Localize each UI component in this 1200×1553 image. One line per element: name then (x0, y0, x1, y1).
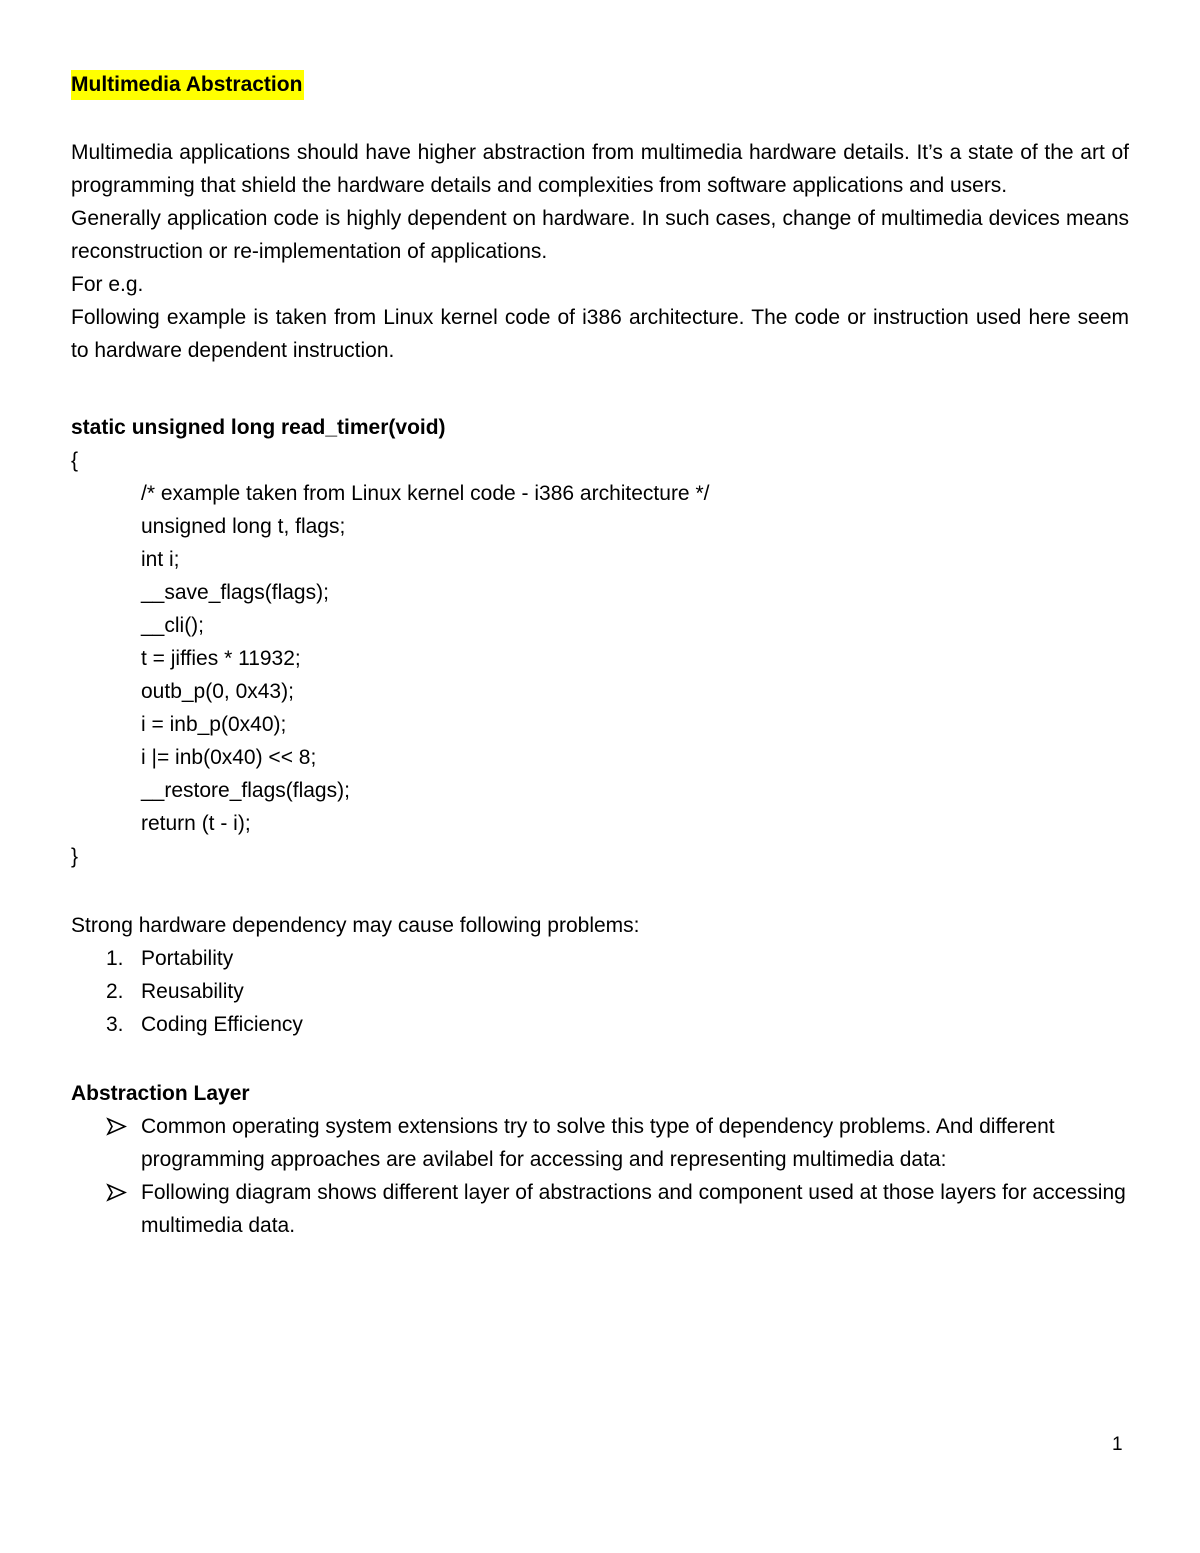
code-line: /* example taken from Linux kernel code - i386 architecture */ (141, 482, 710, 505)
list-item (71, 1110, 1129, 1176)
bullet-list (71, 1110, 1129, 1242)
arrow-bullet-icon (106, 1176, 128, 1209)
intro-line: Generally application code is highly dependent on hardware. In such cases, change of multimedia devices means reconstruction or re-implementation of applications. (71, 207, 1129, 263)
list-item-text: Portability (141, 947, 234, 970)
page-number: 1 (1112, 1434, 1123, 1455)
code-open-brace: { (71, 449, 79, 472)
code-line: __cli(); (141, 614, 205, 637)
list-item (71, 975, 1129, 1008)
code-line: i |= inb(0x40) << 8; (141, 746, 317, 769)
code-line: int i; (141, 548, 180, 571)
code-line: __save_flags(flags); (141, 581, 329, 604)
list-item-text: Reusability (141, 980, 244, 1003)
bullet-text: Following diagram shows different layer of abstractions and component used at those layers for accessing multimedia data. (141, 1181, 1126, 1237)
arrow-bullet-icon (106, 1110, 128, 1143)
bullet-text: Common operating system extensions try to solve this type of dependency problems. And different programming approaches are avilabel for accessing and representing multimedia data: (141, 1115, 1055, 1171)
code-close-brace: } (71, 845, 79, 868)
intro-line: For e.g. (71, 273, 144, 296)
section-heading: Abstraction Layer (71, 1082, 250, 1105)
list-item (71, 1008, 1129, 1041)
list-item (71, 942, 1129, 975)
problems-intro: Strong hardware dependency may cause following problems: (71, 914, 640, 937)
code-line: return (t - i); (141, 812, 251, 835)
code-signature: static unsigned long read_timer(void) (71, 416, 446, 439)
code-line: unsigned long t, flags; (141, 515, 346, 538)
document-title: Multimedia Abstraction (71, 70, 304, 100)
list-number: 2. (106, 980, 124, 1003)
list-number: 3. (106, 1013, 124, 1036)
problems-list (71, 942, 1129, 1041)
code-block (71, 411, 1129, 873)
list-item (71, 1176, 1129, 1242)
intro-line: Following example is taken from Linux kernel code of i386 architecture. The code or instruction used here seem to hardware dependent instruction. (71, 306, 1129, 362)
code-line: i = inb_p(0x40); (141, 713, 287, 736)
intro-line: Multimedia applications should have higher abstraction from multimedia hardware details. It’s a state of the art of programming that shield the hardware details and complexities from software applications and users. (71, 141, 1129, 197)
title-line (71, 70, 1129, 100)
list-item-text: Coding Efficiency (141, 1013, 303, 1036)
code-line: t = jiffies * 11932; (141, 647, 301, 670)
intro-paragraph (71, 136, 1129, 367)
code-line: outb_p(0, 0x43); (141, 680, 294, 703)
code-line: __restore_flags(flags); (141, 779, 350, 802)
list-number: 1. (106, 947, 124, 970)
page-content (71, 70, 1129, 1242)
